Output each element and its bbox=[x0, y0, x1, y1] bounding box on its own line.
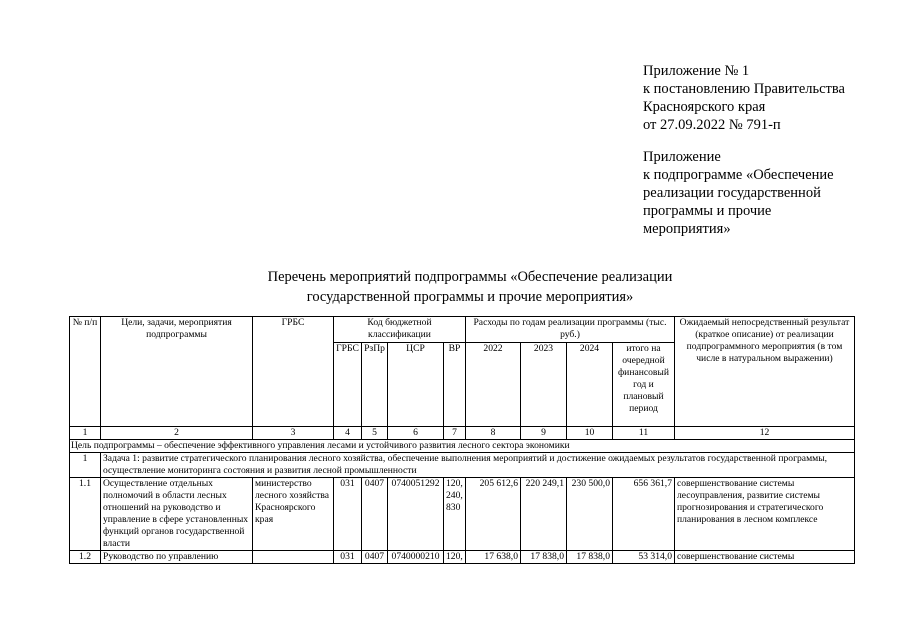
annex-2-block bbox=[643, 148, 834, 238]
task-text: Задача 1: развитие стратегического планирования лесного хозяйства, обеспечение выполнения мероприятий и достижение ожидаемых результатов государственной программы, осуществление мониторинга состояния и развития лесной промышленности bbox=[101, 453, 855, 478]
row-activity-name: Руководство по управлению bbox=[101, 551, 253, 564]
annex-1-block bbox=[643, 62, 845, 134]
column-number: 2 bbox=[101, 427, 253, 440]
row-amount-2024: 230 500,0 bbox=[567, 478, 613, 551]
row-result: совершенствование системы лесоуправления, развитие системы прогнозирования и стратегического планирования в лесном комплексе bbox=[675, 478, 855, 551]
row-num: 1.2 bbox=[70, 551, 101, 564]
column-number: 1 bbox=[70, 427, 101, 440]
annex-1-line: к постановлению Правительства bbox=[643, 81, 845, 97]
annex-2-line: к подпрограмме «Обеспечение bbox=[643, 167, 834, 183]
row-amount-total: 656 361,7 bbox=[613, 478, 675, 551]
table-row bbox=[70, 478, 855, 551]
row-result: совершенствование системы bbox=[675, 551, 855, 564]
row-grbs-name: министерство лесного хозяйства Красноярского края bbox=[253, 478, 334, 551]
annex-2-line: реализации государственной bbox=[643, 185, 821, 201]
task-row bbox=[70, 453, 855, 478]
goal-row bbox=[70, 440, 855, 453]
activities-table bbox=[69, 316, 855, 564]
column-number-row bbox=[70, 427, 855, 440]
row-rzpr-code: 0407 bbox=[362, 551, 388, 564]
header-grbs: ГРБС bbox=[253, 317, 334, 427]
row-amount-2023: 220 249,1 bbox=[521, 478, 567, 551]
header-result: Ожидаемый непосредственный результат (краткое описание) от реализации подпрограммного мероприятия (в том числе в натуральном выражении) bbox=[675, 317, 855, 427]
table-row bbox=[70, 551, 855, 564]
row-grbs-code: 031 bbox=[334, 551, 362, 564]
header-sub-grbs: ГРБС bbox=[334, 343, 362, 427]
row-amount-2023: 17 838,0 bbox=[521, 551, 567, 564]
header-year-2022: 2022 bbox=[466, 343, 521, 427]
header-sub-rzpr: РзПр bbox=[362, 343, 388, 427]
title-line: государственной программы и прочие мероприятия» bbox=[306, 289, 634, 305]
row-activity-name: Осуществление отдельных полномочий в области лесных отношений на руководство и управление в сфере установленных функций органов государственной власти bbox=[101, 478, 253, 551]
row-amount-total: 53 314,0 bbox=[613, 551, 675, 564]
row-amount-2022: 17 638,0 bbox=[466, 551, 521, 564]
task-num: 1 bbox=[70, 453, 101, 478]
header-budget-code: Код бюджетной классификации bbox=[334, 317, 466, 343]
column-number: 9 bbox=[521, 427, 567, 440]
header-year-2023: 2023 bbox=[521, 343, 567, 427]
row-csr-code: 0740000210 bbox=[388, 551, 444, 564]
header-expenses: Расходы по годам реализации программы (тыс. руб.) bbox=[466, 317, 675, 343]
row-vr-code: 120, 240, 830 bbox=[444, 478, 466, 551]
header-total: итого на очередной финансовый год и плановый период bbox=[613, 343, 675, 427]
column-number: 8 bbox=[466, 427, 521, 440]
annex-2-line: мероприятия» bbox=[643, 221, 731, 237]
row-grbs-name bbox=[253, 551, 334, 564]
column-number: 10 bbox=[567, 427, 613, 440]
column-number: 4 bbox=[334, 427, 362, 440]
annex-2-line: программы и прочие bbox=[643, 203, 772, 219]
column-number: 7 bbox=[444, 427, 466, 440]
column-number: 3 bbox=[253, 427, 334, 440]
row-amount-2024: 17 838,0 bbox=[567, 551, 613, 564]
document-title bbox=[150, 267, 790, 307]
annex-1-line: Приложение № 1 bbox=[643, 63, 750, 79]
annex-2-line: Приложение bbox=[643, 149, 721, 165]
column-number: 6 bbox=[388, 427, 444, 440]
row-grbs-code: 031 bbox=[334, 478, 362, 551]
row-vr-code: 120, bbox=[444, 551, 466, 564]
header-sub-csr: ЦСР bbox=[388, 343, 444, 427]
column-number: 12 bbox=[675, 427, 855, 440]
header-num: № п/п bbox=[70, 317, 101, 427]
row-rzpr-code: 0407 bbox=[362, 478, 388, 551]
annex-1-line: Красноярского края bbox=[643, 99, 766, 115]
header-year-2024: 2024 bbox=[567, 343, 613, 427]
column-number: 11 bbox=[613, 427, 675, 440]
row-csr-code: 0740051292 bbox=[388, 478, 444, 551]
header-goals: Цели, задачи, мероприятия подпрограммы bbox=[101, 317, 253, 427]
goal-text: Цель подпрограммы – обеспечение эффективного управления лесами и устойчивого развития лесного сектора экономики bbox=[70, 440, 855, 453]
header-sub-vr: ВР bbox=[444, 343, 466, 427]
title-line: Перечень мероприятий подпрограммы «Обеспечение реализации bbox=[267, 269, 673, 285]
row-amount-2022: 205 612,6 bbox=[466, 478, 521, 551]
annex-1-line: от 27.09.2022 № 791-п bbox=[643, 117, 781, 133]
row-num: 1.1 bbox=[70, 478, 101, 551]
column-number: 5 bbox=[362, 427, 388, 440]
